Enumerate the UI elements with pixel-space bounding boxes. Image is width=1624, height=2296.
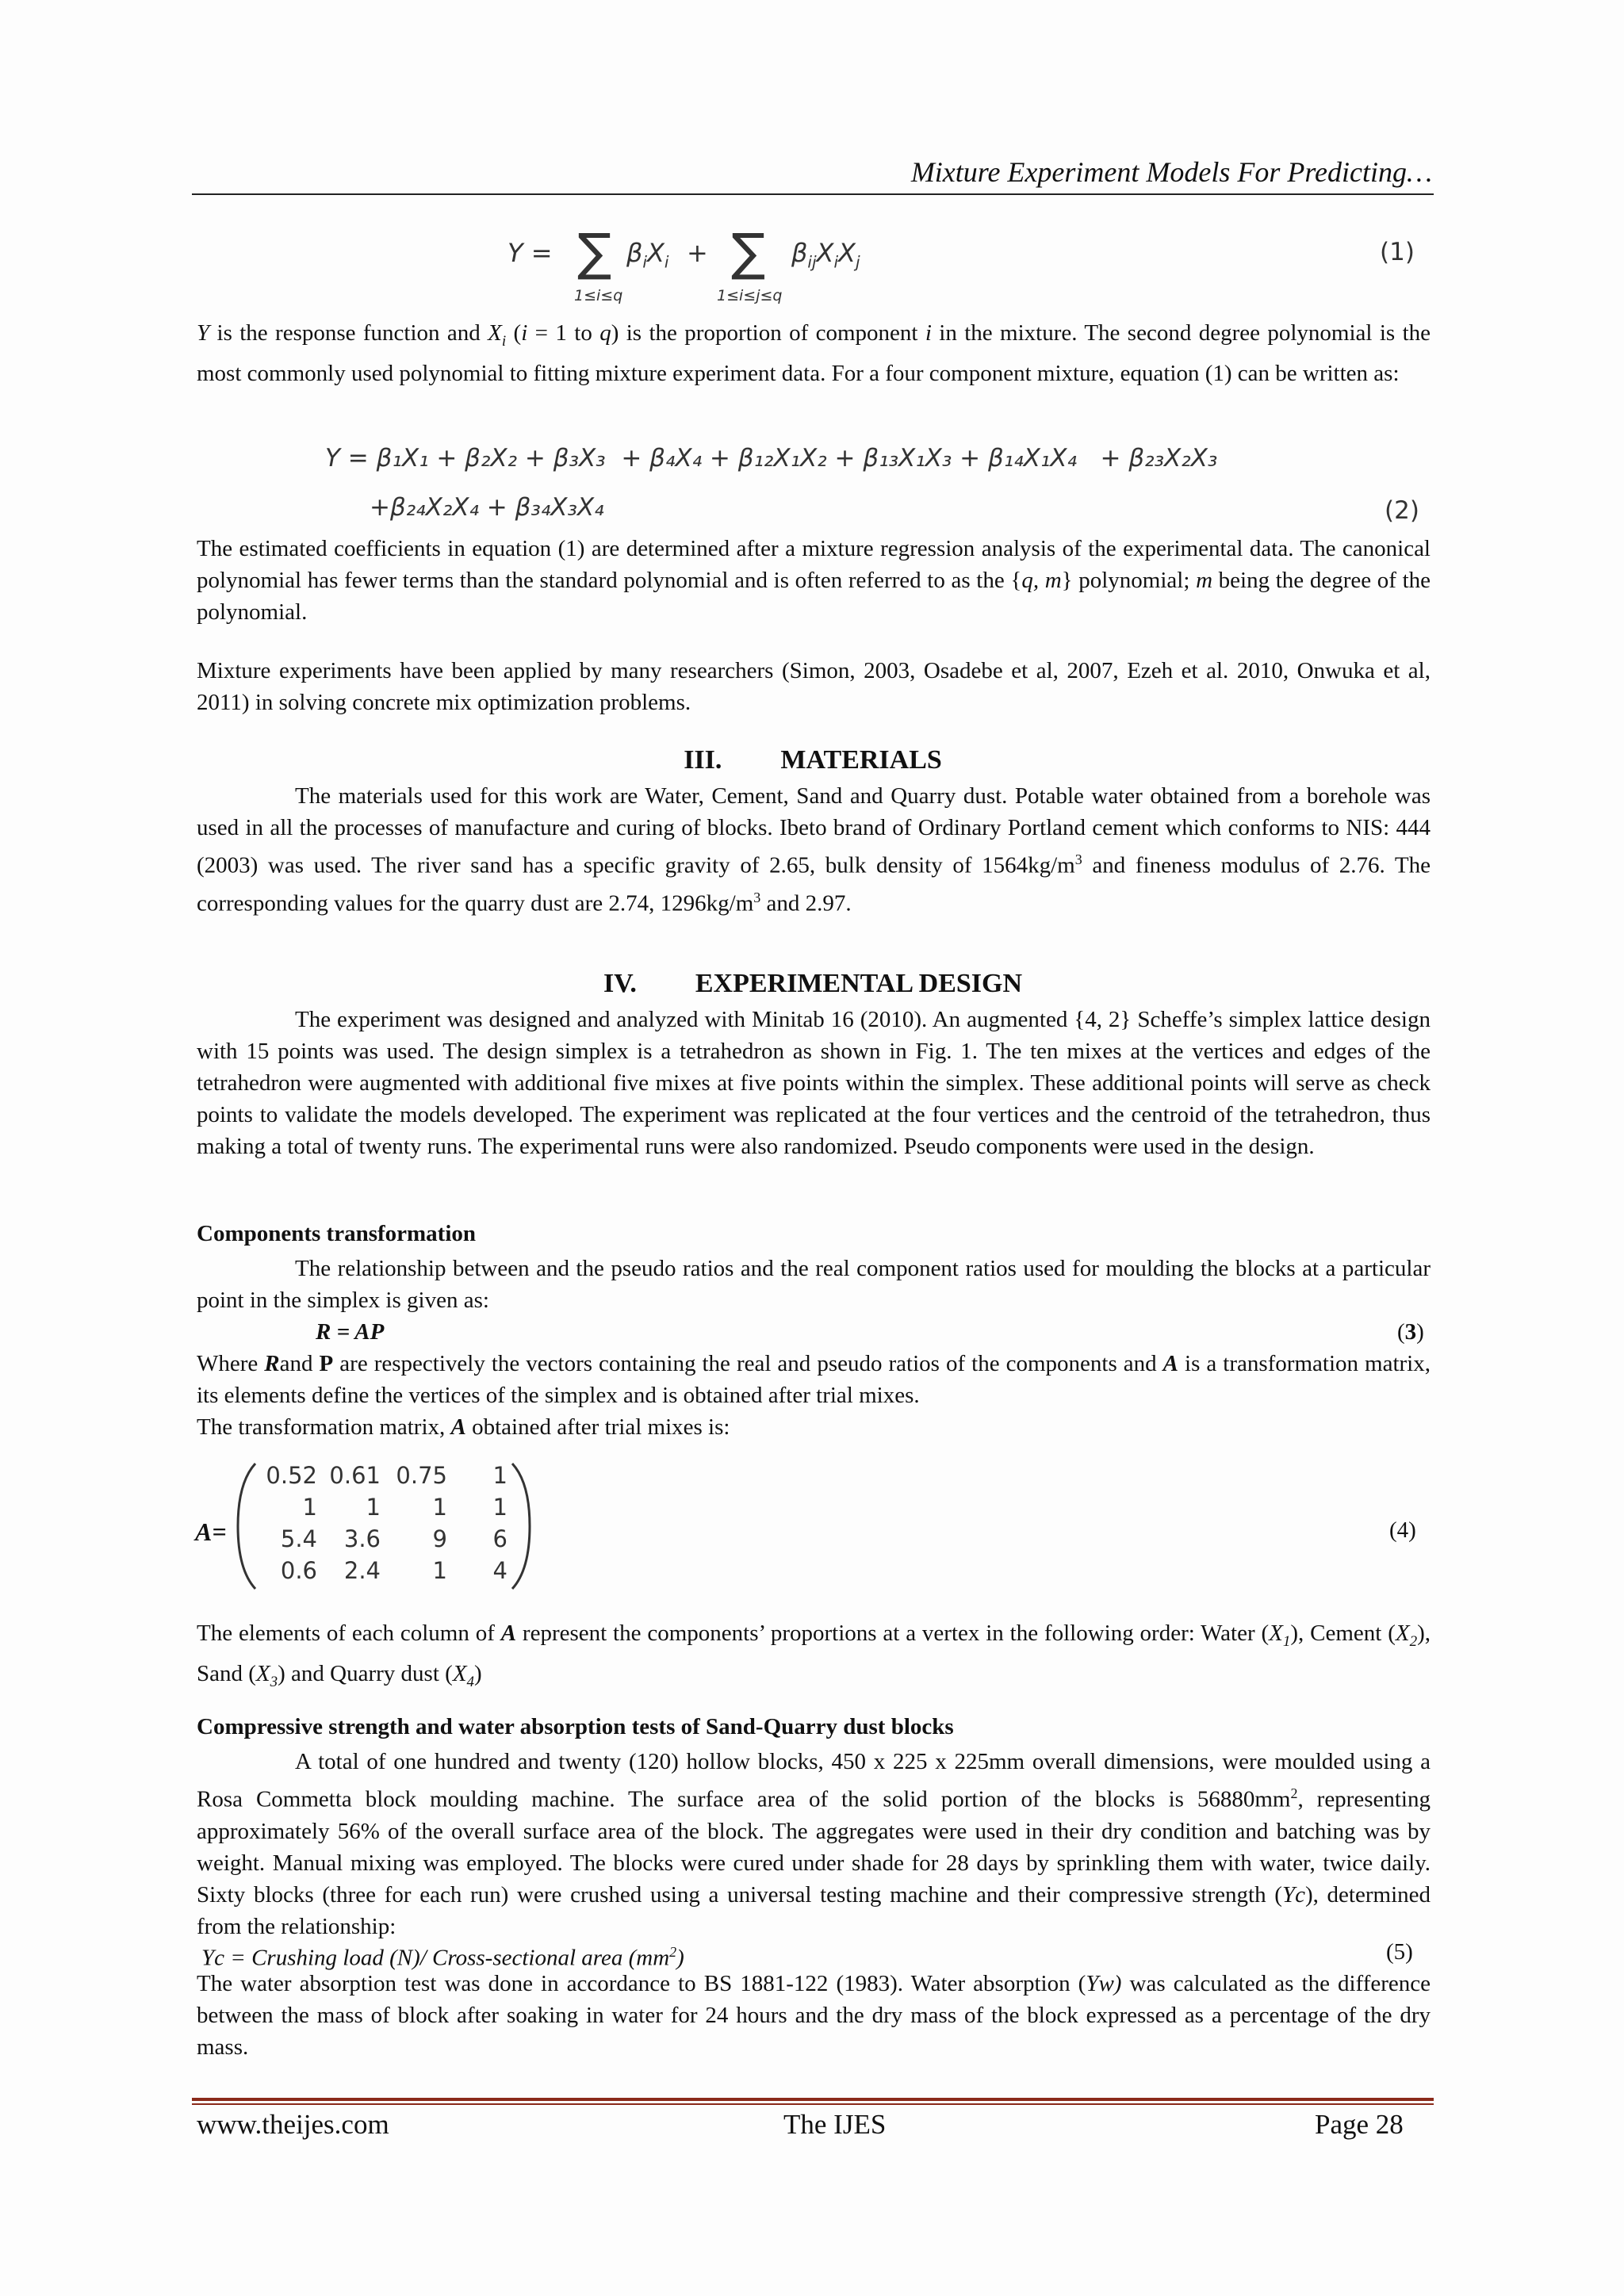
matrix-label: A= xyxy=(195,1517,227,1546)
para-response-function: Y is the response function and $X_i$ (i = 1 to q) is the proportion of component i in the mixture. The second degree polynomial is the most commonly used polynomial to fitting mixture experiment data. For a four component mixture, equation (1) can be written as: xyxy=(197,320,1431,386)
para-relationship: The relationship between and the pseudo ratios and the real component ratios used for moulding the blocks at a particular point in the simplex is given as: xyxy=(197,1256,1431,1313)
header-rule xyxy=(192,193,1434,195)
matrix-cell: 0.6 xyxy=(280,1557,317,1584)
equation-5: Yc = Crushing load (N)/ Cross-sectional area $(mm^2)$ xyxy=(201,1944,684,1971)
matrix-cell: 1 xyxy=(432,1557,447,1584)
eq1-number: (1) xyxy=(1380,238,1415,266)
equation-2-line-2: +β₂₄X₂X₄ + β₃₄X₃X₄ xyxy=(370,493,604,522)
matrix-cell: 0.75 xyxy=(396,1462,447,1489)
eq5-number: (5) xyxy=(1386,1939,1413,1965)
matrix-body xyxy=(246,1459,508,1594)
matrix-cell: 3.6 xyxy=(343,1525,381,1552)
equation-3: R = AP xyxy=(316,1319,385,1345)
footer-rule-thick xyxy=(192,2098,1434,2101)
equation-1 xyxy=(508,224,904,317)
para-estimated-coefficients: The estimated coefficients in equation (1) are determined after a mixture regression analysis of the experimental data. The canonical polynomial has fewer terms than the standard polynomial and is often referred to as the {q, m} polynomial; m being the degree of the polynomial. xyxy=(197,536,1431,625)
eq1-plus: + xyxy=(687,238,708,268)
eq3-number: (3) xyxy=(1397,1319,1424,1345)
matrix-cell: 0.61 xyxy=(329,1462,381,1489)
subheading-components-transformation: Components transformation xyxy=(197,1221,477,1246)
equation-2-line-1: Y = β₁X₁ + β₂X₂ + β₃X₃ + β₄X₄ + β₁₂X₁X₂ + β₁₃X₁X₃ + β₁₄X₁X₄ + β₂₃X₂X₃ xyxy=(325,444,1218,473)
matrix-cell: 0.52 xyxy=(266,1462,317,1489)
para-materials: The materials used for this work are Water, Cement, Sand and Quarry dust. Potable water obtained from a borehole was used in all the processes of manufacture and curing of blocks. Ibeto brand of Ordinary Portland cement which conforms to NIS: 444 (2003) was used. The river sand has a specific gravity of 2.65, bulk density of $1564kg/m^3$ and fineness modulus of 2.76. The corresponding values for the quarry dust are 2.74, $1296kg/m^3$ and 2.97. xyxy=(197,783,1431,916)
section-heading-materials xyxy=(192,745,1434,775)
sigma-2: ∑ xyxy=(731,224,766,282)
para-mixture-experiments: Mixture experiments have been applied by many researchers (Simon, 2003, Osadebe et al, 2007, Ezeh et al. 2010, Onwuka et al, 2011) in solving concrete mix optimization problems. xyxy=(197,658,1431,715)
eq1-term1: $\beta_iX_i$ xyxy=(626,238,669,272)
section-heading-experimental-design xyxy=(192,969,1434,999)
eq1-sum2-sub: 1≤i≤j≤q xyxy=(717,287,783,304)
running-header: Mixture Experiment Models For Predicting… xyxy=(910,156,1432,188)
footer-rule-thin xyxy=(192,2103,1434,2105)
footer-website: www.theijes.com xyxy=(197,2109,389,2140)
eq1-sum1-sub: 1≤i≤q xyxy=(574,287,623,304)
section-title: MATERIALS xyxy=(780,745,942,775)
para-transformation-matrix: The transformation matrix, A obtained after trial mixes is: xyxy=(197,1414,730,1440)
sigma-1: ∑ xyxy=(577,224,612,282)
matrix-cell: 1 xyxy=(432,1494,447,1521)
eq4-number: (4) xyxy=(1389,1517,1416,1543)
matrix-cell: 2.4 xyxy=(343,1557,381,1584)
para-experimental-design: The experiment was designed and analyzed with Minitab 16 (2010). An augmented {4, 2} Scheffe’s simplex lattice design with 15 points was used. The design simplex is a tetrahedron as shown in Fig. 1. The ten mixes at the vertices and edges of the tetrahedron were augmented with additional five mixes at five points within the simplex. These additional points will serve as check points to validate the models developed. The experiment was replicated at the four vertices and the centroid of the tetrahedron, thus making a total of twenty runs. The experimental runs were also randomized. Pseudo components were used in the design. xyxy=(197,1007,1431,1159)
section-number: III. xyxy=(684,745,722,775)
matrix-cell: 1 xyxy=(492,1494,508,1521)
matrix-cell: 1 xyxy=(366,1494,381,1521)
para-water-absorption: The water absorption test was done in accordance to BS 1881-122 (1983). Water absorption (Yw) was calculated as the difference between the mass of block after soaking in water for 24 hours and the dry mass of the block expressed as a percentage of the dry mass. xyxy=(197,1971,1431,2060)
matrix-right-bracket xyxy=(509,1459,533,1594)
subheading-compressive-strength: Compressive strength and water absorption tests of Sand-Quarry dust blocks xyxy=(197,1714,954,1739)
section-title: EXPERIMENTAL DESIGN xyxy=(695,969,1023,998)
matrix-cell: 9 xyxy=(432,1525,447,1552)
matrix-cell: 1 xyxy=(492,1462,508,1489)
section-number: IV. xyxy=(603,969,637,998)
para-where-r-and-p: Where Rand P are respectively the vectors containing the real and pseudo ratios of the components and A is a transformation matrix, its elements define the vertices of the simplex and is obtained after trial mixes. xyxy=(197,1351,1431,1408)
matrix-cell: 5.4 xyxy=(280,1525,317,1552)
matrix-cell: 1 xyxy=(302,1494,317,1521)
matrix-cell: 6 xyxy=(492,1525,508,1552)
para-elements-of-columns: The elements of each column of A represent the components’ proportions at a vertex in the following order: Water $(X_1)$, Cement $(X_2)$, Sand $(X_3)$ and Quarry dust $(X_4)$ xyxy=(197,1621,1431,1690)
matrix-cell: 4 xyxy=(492,1557,508,1584)
matrix-a xyxy=(235,1459,536,1594)
footer-journal: The IJES xyxy=(783,2109,887,2140)
eq1-term2: $\beta_{ij}X_iX_j$ xyxy=(791,238,860,272)
para-blocks-test: A total of one hundred and twenty (120) hollow blocks, 450 x 225 x 225mm overall dimensions, were moulded using a Rosa Commetta block moulding machine. The surface area of the solid portion of the blocks is $56880mm^2$, representing approximately 56% of the overall surface area of the block. The aggregates were used in their dry condition and batching was by weight. Manual mixing was employed. The blocks were cured under shade for 28 days by sprinkling them with water, twice daily. Sixty blocks (three for each run) were crushed using a universal testing machine and their compressive strength (Yc), determined from the relationship: xyxy=(197,1749,1431,1939)
eq2-number: (2) xyxy=(1385,496,1419,525)
eq1-lhs: Y = xyxy=(508,238,553,268)
footer-page-number: Page 28 xyxy=(1315,2109,1404,2140)
